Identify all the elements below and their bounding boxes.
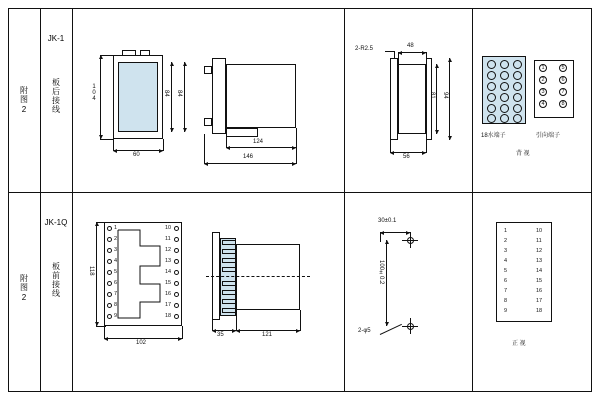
col-divider-3 <box>344 8 345 392</box>
row2-front-pin-right <box>174 259 179 264</box>
row1-mount-char-3: 线 <box>52 105 60 115</box>
row2-dim118-line <box>96 222 97 326</box>
row2-model-label <box>40 212 72 234</box>
row2-front-pin-right <box>174 303 179 308</box>
row2-dim121-arrow-l <box>236 329 240 333</box>
row2-front-pin-right <box>174 248 179 253</box>
row2-front-pin-right-num: 18 <box>165 313 172 319</box>
row1-dim60-text: 60 <box>133 152 140 158</box>
row2-front-pin-left-num: 1 <box>114 225 118 231</box>
row2-front-pin-right-num: 10 <box>165 225 172 231</box>
row1-cutout-flange <box>426 58 432 140</box>
row2-side-body <box>236 244 300 310</box>
row2-front-pin-right-num: 16 <box>165 291 172 297</box>
row1-side-flange-top <box>204 66 212 74</box>
row1-front-top-tab2 <box>140 50 150 56</box>
row2-front-pin-left <box>107 303 112 308</box>
row2-front-pin-right-num: 17 <box>165 302 172 308</box>
row2-model-text: JK-1Q <box>44 218 68 228</box>
row1-dim94-line <box>449 58 450 140</box>
row2-dim102-line <box>104 338 182 339</box>
row2-term-right-num: 14 <box>536 268 543 274</box>
row2-dim102-ext-l <box>104 326 105 339</box>
row1-front-inner-body <box>118 62 158 132</box>
row2-ref-char-0: 附 <box>20 274 28 284</box>
row2-dim102-ext-r <box>182 326 183 339</box>
row2-dim121-line <box>236 330 300 331</box>
row2-dim118-text: 118 <box>88 266 94 276</box>
row2-front-pin-right-num: 15 <box>165 280 172 286</box>
row1-side-foot <box>226 128 258 137</box>
row2-dim35-text: 35 <box>217 332 224 338</box>
row1-cutout-left-bar <box>390 58 398 140</box>
row1-term-pin <box>513 93 522 102</box>
row1-term-pin <box>487 104 496 113</box>
row1-model-label <box>40 28 72 50</box>
row2-front-pin-left-num: 9 <box>114 313 118 319</box>
row1-term-pin <box>500 60 509 69</box>
row2-ref-char-2: 2 <box>21 292 27 302</box>
row2-front-pin-right <box>174 314 179 319</box>
row1-dim146-ext-r <box>296 134 297 164</box>
row1-dim60-line <box>113 150 163 151</box>
row1-dim81-line <box>436 64 437 134</box>
row1-side-body-main <box>226 64 296 128</box>
row1-term-num: 3 <box>541 89 545 95</box>
row2-mount-char-3: 线 <box>52 289 60 299</box>
row1-dim84a-arrow-up <box>170 62 174 66</box>
row2-term-left-num: 3 <box>504 248 508 254</box>
row1-ref-char-2: 2 <box>21 104 27 114</box>
row2-dim-hole-text: 2-φ5 <box>358 328 371 334</box>
row2-front-pin-left <box>107 292 112 297</box>
row2-front-pin-left <box>107 270 112 275</box>
row1-term-num: 2 <box>541 77 545 83</box>
row2-dim118-ext-top <box>96 222 106 223</box>
row1-dim84a-text: 84 <box>163 90 169 97</box>
row2-front-pin-left-num: 7 <box>114 291 118 297</box>
row1-term-pin <box>513 104 522 113</box>
row1-dim-r25-leader2 <box>394 51 395 59</box>
row1-term-num: 6 <box>561 77 565 83</box>
row1-dim124-line <box>226 147 296 148</box>
row1-dim124-text: 124 <box>253 139 264 145</box>
row2-term-right-num: 17 <box>536 298 543 304</box>
row1-dim81-arrow-dn <box>435 130 439 134</box>
row2-term-right-num: 18 <box>536 308 543 314</box>
row1-term-pin <box>513 114 522 123</box>
row2-side-fin <box>222 299 236 304</box>
row1-dim56-text: 56 <box>403 154 410 160</box>
row2-front-pin-left-num: 8 <box>114 302 118 308</box>
row2-term-right-num: 12 <box>536 248 543 254</box>
row1-ref-char-0: 附 <box>20 86 28 96</box>
row2-dim100-arrow-dn <box>385 322 389 326</box>
row1-dim60-ext-r <box>163 139 164 151</box>
row2-front-pin-right <box>174 281 179 286</box>
row1-term-pin <box>487 71 496 80</box>
row1-front-top-tab <box>122 50 136 56</box>
row2-front-pin-left-num: 4 <box>114 258 118 264</box>
row1-term-pin <box>500 114 509 123</box>
row1-dim48-ext-l <box>398 52 399 64</box>
row1-term-right-label: 引向端子 <box>536 133 561 139</box>
row1-mount-label <box>40 52 72 140</box>
row1-dim56-line <box>390 152 426 153</box>
row2-term-right-num: 10 <box>536 228 543 234</box>
row1-side-body <box>212 58 226 134</box>
row1-term-num: 5 <box>561 65 565 71</box>
row1-term-pin <box>487 93 496 102</box>
row1-dim146-ext-l <box>204 134 205 164</box>
row1-term-pin <box>500 82 509 91</box>
row2-side-fin <box>222 308 236 313</box>
row1-dim146-text: 146 <box>243 154 254 160</box>
row2-mount-char-2: 接 <box>52 280 60 289</box>
row2-term-right-num: 13 <box>536 258 543 264</box>
row1-term-pin <box>487 114 496 123</box>
row1-term-pin <box>500 93 509 102</box>
row1-term-pin <box>513 60 522 69</box>
row2-dim100-text: 100±0.2 <box>378 260 384 285</box>
row1-dim94-arrow-up <box>448 58 452 62</box>
row2-front-pin-left <box>107 281 112 286</box>
row1-dim94-arrow-dn <box>448 136 452 140</box>
row1-dim-r25-text: 2-R2.5 <box>355 46 374 52</box>
row2-ref-char-1: 图 <box>20 283 28 293</box>
row2-term-left-num: 7 <box>504 288 508 294</box>
row2-mount-label <box>40 236 72 324</box>
row2-dim121-ext-r <box>300 310 301 331</box>
row2-side-fin <box>222 290 236 295</box>
row2-front-pin-left <box>107 248 112 253</box>
row2-front-pin-right <box>174 237 179 242</box>
row1-dim60-ext-l <box>113 139 114 151</box>
row1-mount-char-2: 接 <box>52 96 60 105</box>
row2-front-pin-left <box>107 259 112 264</box>
row1-term-left-label: 18水端子 <box>481 133 506 139</box>
row2-front-pin-right <box>174 226 179 231</box>
row1-side-flange-bot <box>204 118 212 126</box>
row1-dim84b-text: 84 <box>176 90 182 97</box>
row2-term-left-num: 8 <box>504 298 508 304</box>
row1-ref-label <box>8 60 40 140</box>
row1-ref-char-1: 图 <box>20 95 28 105</box>
row1-term-pin <box>500 104 509 113</box>
row1-dim81-text: 81 <box>429 92 435 99</box>
row2-term-left-num: 9 <box>504 308 508 314</box>
row2-term-left-num: 1 <box>504 228 508 234</box>
row2-front-pin-right-num: 14 <box>165 269 172 275</box>
row2-front-pin-left <box>107 237 112 242</box>
row1-dim84b-line <box>184 62 185 132</box>
row2-front-pin-left <box>107 226 112 231</box>
row1-mount-char-1: 后 <box>52 86 60 96</box>
row1-term-pin <box>513 82 522 91</box>
row2-ref-label <box>8 248 40 328</box>
row2-hole-bottom <box>407 323 414 330</box>
row1-term-num: 1 <box>541 65 545 71</box>
row2-front-pin-left <box>107 314 112 319</box>
row1-mount-char-0: 板 <box>52 77 60 87</box>
row2-term-left-num: 2 <box>504 238 508 244</box>
row2-front-pin-right <box>174 292 179 297</box>
row2-term-right-num: 15 <box>536 278 543 284</box>
row2-side-centerline <box>206 276 310 277</box>
row1-dim81-arrow-up <box>435 64 439 68</box>
row1-dim48-ext-r <box>426 52 427 64</box>
row2-front-pin-left-num: 2 <box>114 236 118 242</box>
row2-front-pin-right-num: 12 <box>165 247 172 253</box>
row2-mount-char-1: 前 <box>52 270 60 280</box>
col-divider-4 <box>472 8 473 392</box>
row1-dim146-line <box>204 163 296 164</box>
row1-dim104-text: 104 <box>91 84 97 102</box>
row2-term-left-num: 4 <box>504 258 508 264</box>
row2-dim100-arrow-up <box>385 240 389 244</box>
row1-dim84b-arrow-up <box>183 62 187 66</box>
row2-front-pin-left-num: 3 <box>114 247 118 253</box>
row2-front-pin-right-num: 13 <box>165 258 172 264</box>
row1-dim104-ext-bot <box>100 139 114 140</box>
row2-front-pin-left-num: 6 <box>114 280 118 286</box>
row2-term-left-num: 6 <box>504 278 508 284</box>
row1-dim84b-arrow-dn <box>183 128 187 132</box>
row1-cutout-body <box>398 64 426 134</box>
row1-term-pin <box>513 71 522 80</box>
row2-term-right-num: 11 <box>536 238 542 244</box>
row2-dim35-ext-l <box>212 320 213 331</box>
row1-term-bottom-label: 背 视 <box>516 151 530 157</box>
row1-dim56-ext-l <box>390 140 391 153</box>
row1-dim104-ext-top <box>100 55 114 56</box>
col-divider-2 <box>72 8 73 392</box>
row1-term-pin <box>487 82 496 91</box>
row2-dim100-ext-top <box>380 232 381 242</box>
row2-term-right-num: 16 <box>536 288 543 294</box>
row1-term-num: 7 <box>561 89 565 95</box>
row2-side-fin <box>222 258 236 263</box>
row1-term-num: 4 <box>541 101 545 107</box>
row2-front-pin-right-num: 11 <box>165 236 171 242</box>
row-divider <box>8 192 592 193</box>
row2-term-left-num: 5 <box>504 268 508 274</box>
row2-hole-top <box>407 237 414 244</box>
row1-dim84a-line <box>171 62 172 132</box>
row2-side-fin <box>222 249 236 254</box>
row1-dim124-ext-l <box>226 128 227 148</box>
row1-term-pin <box>487 60 496 69</box>
row1-model-text: JK-1 <box>47 34 65 44</box>
row1-dim84a-arrow-dn <box>170 128 174 132</box>
row2-side-fin <box>222 240 236 245</box>
row1-dim104-line <box>100 55 101 139</box>
row2-dim100-line <box>386 240 387 326</box>
row2-side-fin <box>222 281 236 286</box>
row2-front-pin-left-num: 5 <box>114 269 118 275</box>
row2-dim121-text: 121 <box>262 332 273 338</box>
row2-front-pin-right <box>174 270 179 275</box>
row1-term-num: 8 <box>561 101 565 107</box>
row2-term-bottom-label: 正 视 <box>512 341 526 347</box>
row2-side-fin <box>222 267 236 272</box>
row2-mount-char-0: 板 <box>52 261 60 271</box>
row2-dim30-text: 30±0.1 <box>378 218 397 224</box>
row2-dim102-text: 102 <box>136 340 147 346</box>
row1-dim94-text: 94 <box>442 92 448 99</box>
row1-term-pin <box>500 71 509 80</box>
row1-dim48-text: 48 <box>407 43 414 49</box>
row1-dim56-ext-r <box>426 140 427 153</box>
